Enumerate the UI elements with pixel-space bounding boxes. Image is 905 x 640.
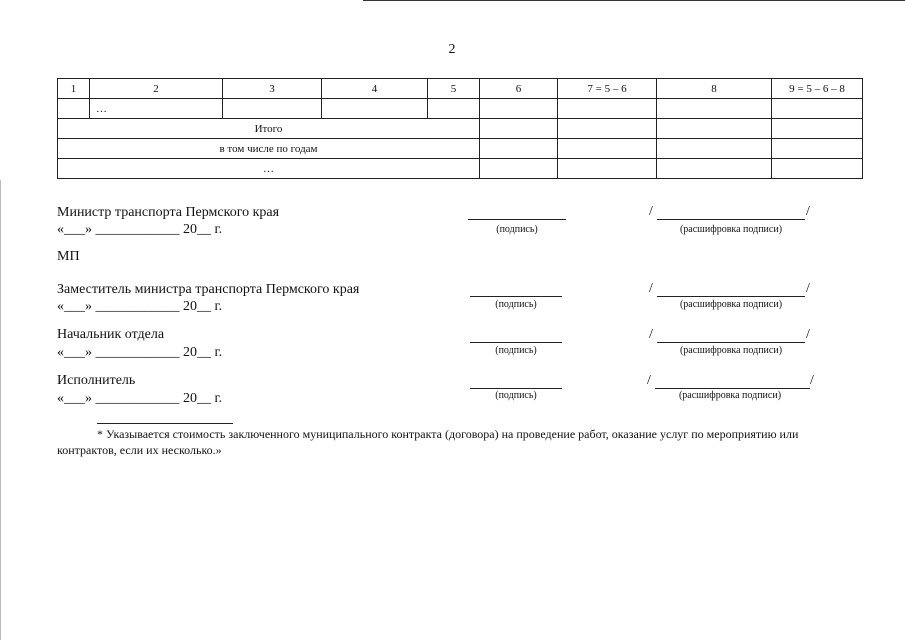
- slash-right: /: [810, 373, 814, 388]
- signer-date: «___» ____________ 20__ г.: [57, 391, 223, 406]
- header-cell: 1: [58, 79, 90, 99]
- signature-line: [468, 219, 566, 220]
- decode-caption: (расшифровка подписи): [679, 345, 783, 356]
- decode-caption: (расшифровка подписи): [679, 299, 783, 310]
- total-label: Итого: [58, 119, 480, 139]
- signer-date: «___» ____________ 20__ г.: [57, 345, 223, 360]
- header-cell: 9 = 5 – 6 – 8: [772, 79, 863, 99]
- decode-line: [655, 388, 810, 389]
- header-cell: 4: [322, 79, 428, 99]
- decode-line: [657, 219, 805, 220]
- slash-right: /: [806, 204, 810, 219]
- ellipsis-cell: …: [90, 99, 223, 119]
- top-rule: [363, 0, 905, 1]
- page-number: 2: [448, 42, 456, 57]
- footnote-rule: [97, 423, 233, 424]
- signer-date: «___» ____________ 20__ г.: [57, 299, 223, 314]
- by-years-label: в том числе по годам: [58, 139, 480, 159]
- total-row: [58, 119, 863, 139]
- header-cell: 6: [480, 79, 558, 99]
- signature-caption: (подпись): [495, 299, 537, 310]
- signer-role: Министр транспорта Пермского края: [57, 205, 280, 220]
- signature-line: [470, 342, 562, 343]
- decode-line: [657, 342, 805, 343]
- slash-left: /: [647, 373, 651, 388]
- slash-right: /: [806, 327, 810, 342]
- signature-caption: (подпись): [496, 224, 538, 235]
- decode-caption: (расшифровка подписи): [678, 390, 782, 401]
- slash-left: /: [649, 281, 653, 296]
- table-row: [58, 99, 863, 119]
- ellipsis-cell: …: [58, 159, 480, 179]
- decode-line: [657, 296, 805, 297]
- slash-left: /: [649, 327, 653, 342]
- signature-caption: (подпись): [495, 345, 537, 356]
- table-row: [58, 159, 863, 179]
- left-edge-rule: [0, 180, 1, 640]
- table-header-row: [58, 79, 863, 99]
- header-cell: 7 = 5 – 6: [558, 79, 657, 99]
- header-cell: 5: [428, 79, 480, 99]
- header-cell: 2: [90, 79, 223, 99]
- decode-caption: (расшифровка подписи): [679, 224, 783, 235]
- cost-table: [57, 78, 863, 179]
- footnote-text: * Указывается стоимость заключенного муниципального контракта (договора) на проведение работ, оказание услуг по мероприятию или контрактов, если их несколько.»: [57, 427, 799, 457]
- signer-role: Начальник отдела: [57, 327, 165, 342]
- signature-line: [470, 296, 562, 297]
- signature-line: [470, 388, 562, 389]
- signer-role: Исполнитель: [57, 373, 136, 388]
- by-years-row: [58, 139, 863, 159]
- slash-left: /: [649, 204, 653, 219]
- header-cell: 8: [657, 79, 772, 99]
- signer-date: «___» ____________ 20__ г.: [57, 222, 223, 237]
- header-cell: 3: [223, 79, 322, 99]
- stamp-place-label: МП: [57, 249, 80, 264]
- signer-role: Заместитель министра транспорта Пермского края: [57, 282, 360, 297]
- slash-right: /: [806, 281, 810, 296]
- signature-caption: (подпись): [495, 390, 537, 401]
